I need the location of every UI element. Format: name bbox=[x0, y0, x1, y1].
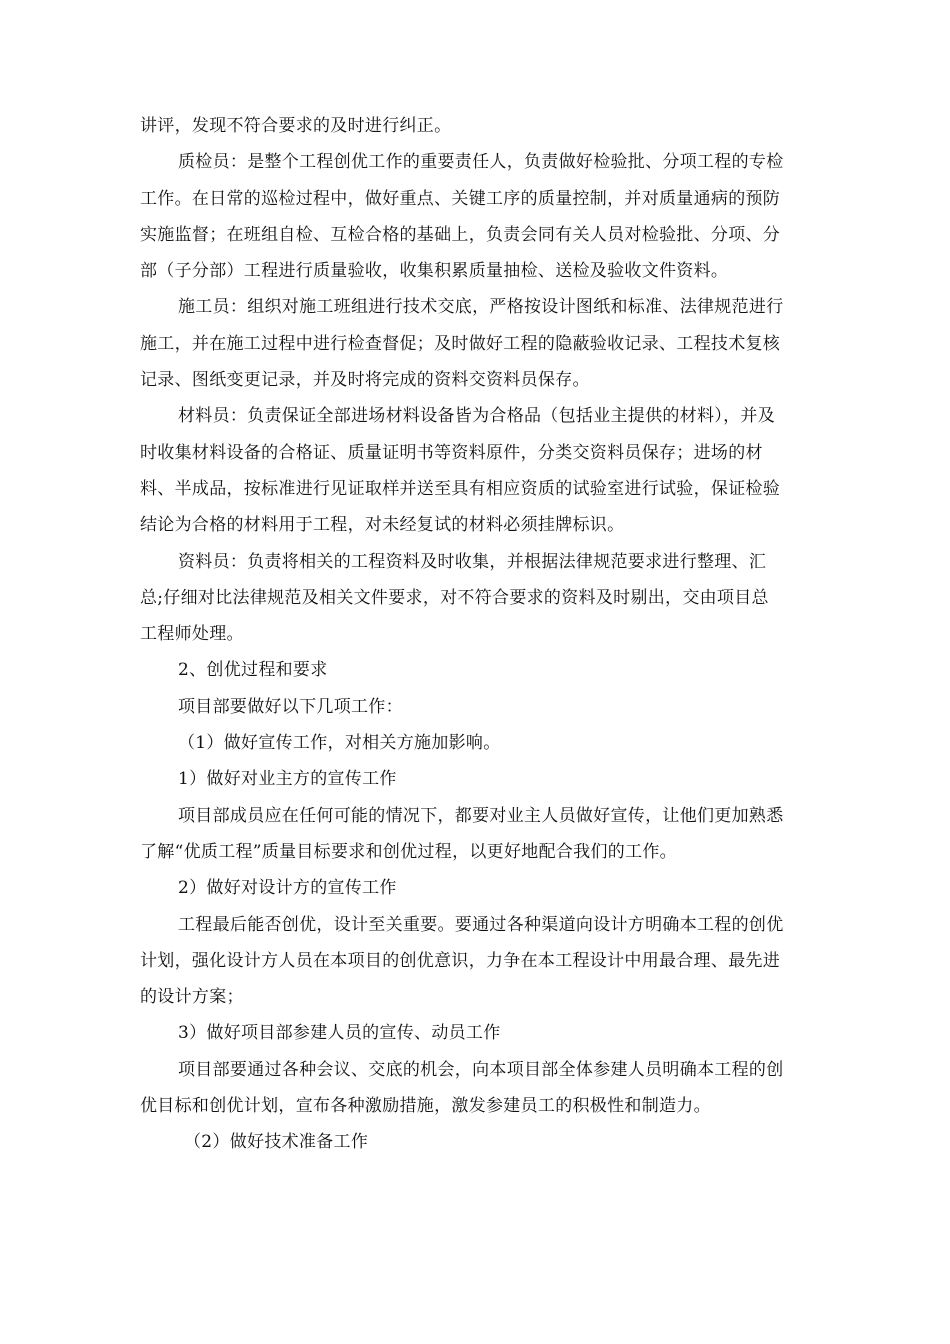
text-line: 工程师处理。 bbox=[140, 624, 244, 645]
text-line: 了解“优质工程”质量目标要求和创优过程，以更好地配合我们的工作。 bbox=[140, 841, 677, 862]
text-line: 部（子分部）工程进行质量验收，收集积累质量抽检、送检及验收文件资料。 bbox=[140, 261, 729, 282]
text-line: 材料员：负责保证全部进场材料设备皆为合格品（包括业主提供的材料），并及 bbox=[178, 406, 775, 427]
text-line: 施工，并在施工过程中进行检查督促；及时做好工程的隐蔽验收记录、工程技术复核 bbox=[140, 333, 781, 354]
text-line: 质检员：是整个工程创优工作的重要责任人，负责做好检验批、分项工程的专检 bbox=[178, 152, 784, 173]
text-line: 工程最后能否创优，设计至关重要。要通过各种渠道向设计方明确本工程的创优 bbox=[178, 914, 784, 935]
text-line: 项目部成员应在任何可能的情况下，都要对业主人员做好宣传，让他们更加熟悉 bbox=[178, 805, 784, 826]
text-line: 总;仔细对比法律规范及相关文件要求，对不符合要求的资料及时剔出，交由项目总 bbox=[140, 587, 769, 608]
text-line: 计划，强化设计方人员在本项目的创优意识，力争在本工程设计中用最合理、最先进 bbox=[140, 950, 781, 971]
text-line: 结论为合格的材料用于工程，对未经复试的材料必须挂牌标识。 bbox=[140, 515, 625, 536]
subsection-heading: （2）做好技术准备工作 bbox=[184, 1132, 369, 1153]
item-heading: 2）做好对设计方的宣传工作 bbox=[178, 878, 397, 899]
subsection-heading: （1）做好宣传工作，对相关方施加影响。 bbox=[178, 733, 501, 754]
text-line: 优目标和创优计划，宣布各种激励措施，激发参建员工的积极性和制造力。 bbox=[140, 1096, 711, 1117]
text-line: 记录、图纸变更记录，并及时将完成的资料交资料员保存。 bbox=[140, 370, 590, 391]
text-line: 工作。在日常的巡检过程中，做好重点、关键工序的质量控制，并对质量通病的预防 bbox=[140, 188, 781, 209]
text-line: 项目部要做好以下几项工作： bbox=[178, 696, 403, 717]
text-line: 时收集材料设备的合格证、质量证明书等资料原件，分类交资料员保存；进场的材 bbox=[140, 442, 763, 463]
text-line: 实施监督；在班组自检、互检合格的基础上，负责会同有关人员对检验批、分项、分 bbox=[140, 224, 781, 245]
text-line: 施工员：组织对施工班组进行技术交底，严格按设计图纸和标准、法律规范进行 bbox=[178, 297, 784, 318]
text-line: 料、半成品，按标准进行见证取样并送至具有相应资质的试验室进行试验，保证检验 bbox=[140, 478, 781, 499]
text-line: 项目部要通过各种会议、交底的机会，向本项目部全体参建人员明确本工程的创 bbox=[178, 1059, 784, 1080]
item-heading: 3）做好项目部参建人员的宣传、动员工作 bbox=[178, 1023, 501, 1044]
text-line: 讲评，发现不符合要求的及时进行纠正。 bbox=[140, 116, 452, 136]
item-heading: 1）做好对业主方的宣传工作 bbox=[178, 769, 397, 790]
section-heading: 2、创优过程和要求 bbox=[178, 660, 328, 681]
document-page bbox=[140, 108, 816, 1161]
text-line: 的设计方案； bbox=[140, 987, 244, 1008]
text-line: 资料员：负责将相关的工程资料及时收集，并根据法律规范要求进行整理、汇 bbox=[178, 551, 767, 572]
